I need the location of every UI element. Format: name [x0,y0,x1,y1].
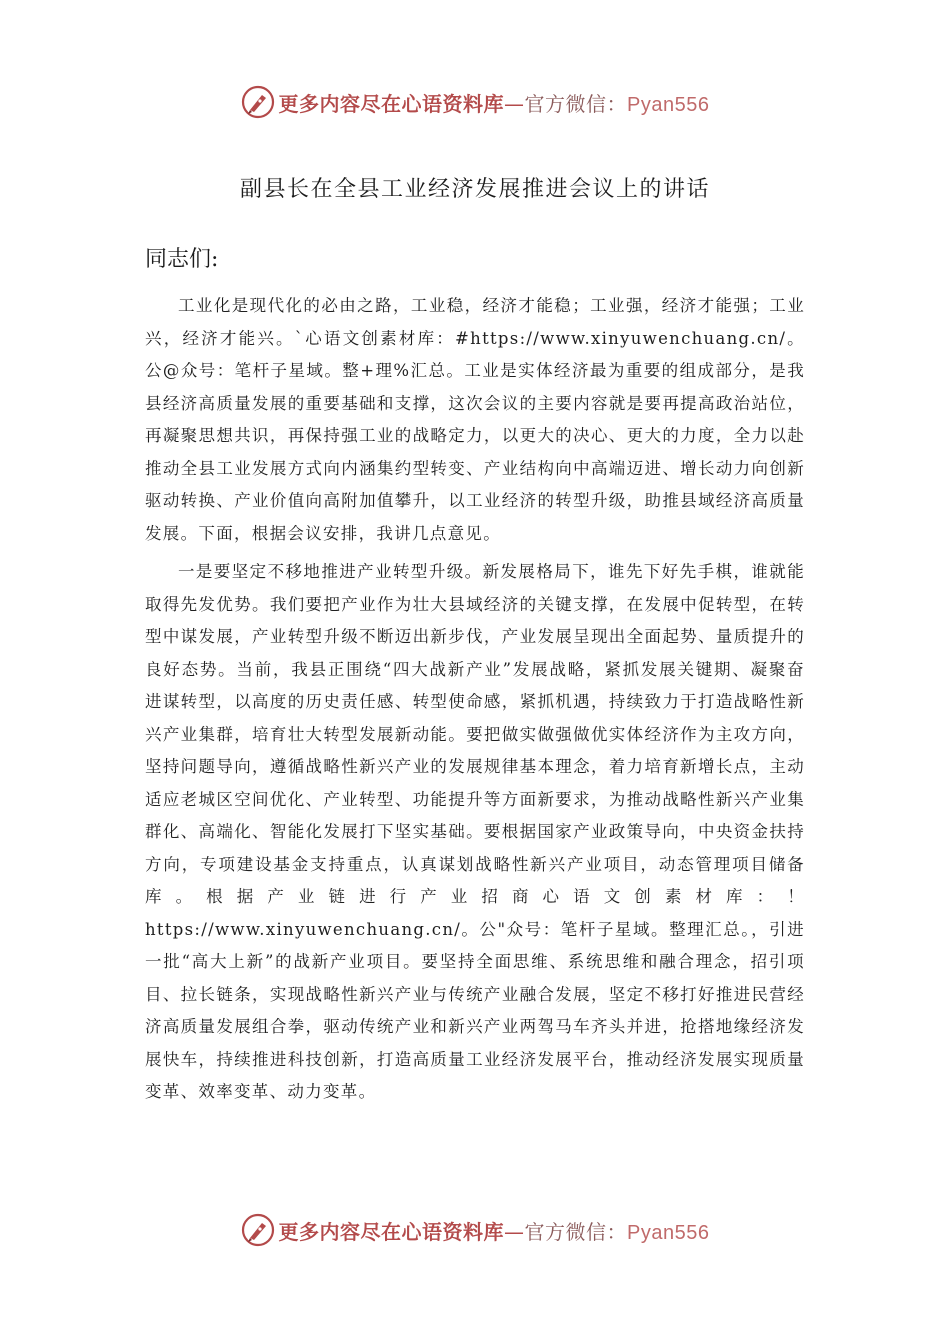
banner-dash: — [504,91,525,116]
header-banner-text [279,88,710,117]
document-body [145,290,805,1115]
salutation: 同志们: [145,247,219,272]
banner-official-label: 官方微信： [524,1219,628,1244]
paragraph-2: 一是要坚定不移地推进产业转型升级。新发展格局下，谁先下好先手棋，谁就能取得先发优势。我们要把产业作为壮大县域经济的关键支撑，在发展中促转型，在转型中谋发展，产业转型升级不断迈出新步伐，产业发展呈现出全面起势、量质提升的良好态势。当前，我县正围绕“四大战新产业”发展战略，紧抓发展关键期、凝聚奋进谋转型，以高度的历史责任感、转型使命感，紧抓机遇，持续致力于打造战略性新兴产业集群，培育壮大转型发展新动能。要把做实做强做优实体经济作为主攻方向，坚持问题导向，遵循战略性新兴产业的发展规律基本理念，着力培育新增长点，主动适应老城区空间优化、产业转型、功能提升等方面新要求，为推动战略性新兴产业集群化、高端化、智能化发展打下坚实基础。要根据国家产业政策导向，中央资金扶持方向，专项建设基金支持重点，认真谋划战略性新兴产业项目，动态管理项目储备库。根据产业链进行产业招商心语文创素材库：！https://www.xinyuwenchuang.cn/。公"众号：笔杆子星域。整理汇总。，引进一批“高大上新”的战新产业项目。要坚持全面思维、系统思维和融合理念，招引项目、拉长链条，实现战略性新兴产业与传统产业融合发展，坚定不移打好推进民营经济高质量发展组合拳，驱动传统产业和新兴产业两驾马车齐头并进，抢搭地缘经济发展快车，持续推进科技创新，打造高质量工业经济发展平台，推动经济发展实现质量变革、效率变革、动力变革。 [145,562,805,1101]
paragraph-1: 工业化是现代化的必由之路，工业稳，经济才能稳；工业强，经济才能强；工业兴，经济才能兴。`心语文创素材库：#https://www.xinyuwenchuang.cn/。公@众号：笔杆子星域。整+理%汇总。工业是实体经济最为重要的组成部分，是我县经济高质量发展的重要基础和支撑，这次会议的主要内容就是要再提高政治站位，再凝聚思想共识，再保持强工业的战略定力，以更大的决心、更大的力度，全力以赴推动全县工业发展方式向内涵集约型转变、产业结构向中高端迈进、增长动力向创新驱动转换、产业价值向高附加值攀升，以工业经济的转型升级，助推县域经济高质量发展。下面，根据会议安排，我讲几点意见。 [145,296,805,543]
document-title: 副县长在全县工业经济发展推进会议上的讲话 [239,177,710,202]
pen-nib-logo-icon [241,85,275,119]
footer-banner [0,1210,950,1250]
pen-nib-logo-icon [241,1213,275,1247]
banner-wechat-id: Pyan556 [627,1221,710,1244]
banner-official-label: 官方微信： [524,91,628,116]
banner-main-text: 更多内容尽在心语资料库 [278,91,505,116]
banner-dash: — [504,1219,525,1244]
footer-banner-text [279,1216,710,1245]
header-banner [0,82,950,122]
banner-main-text: 更多内容尽在心语资料库 [278,1219,505,1244]
banner-wechat-id: Pyan556 [627,93,710,116]
